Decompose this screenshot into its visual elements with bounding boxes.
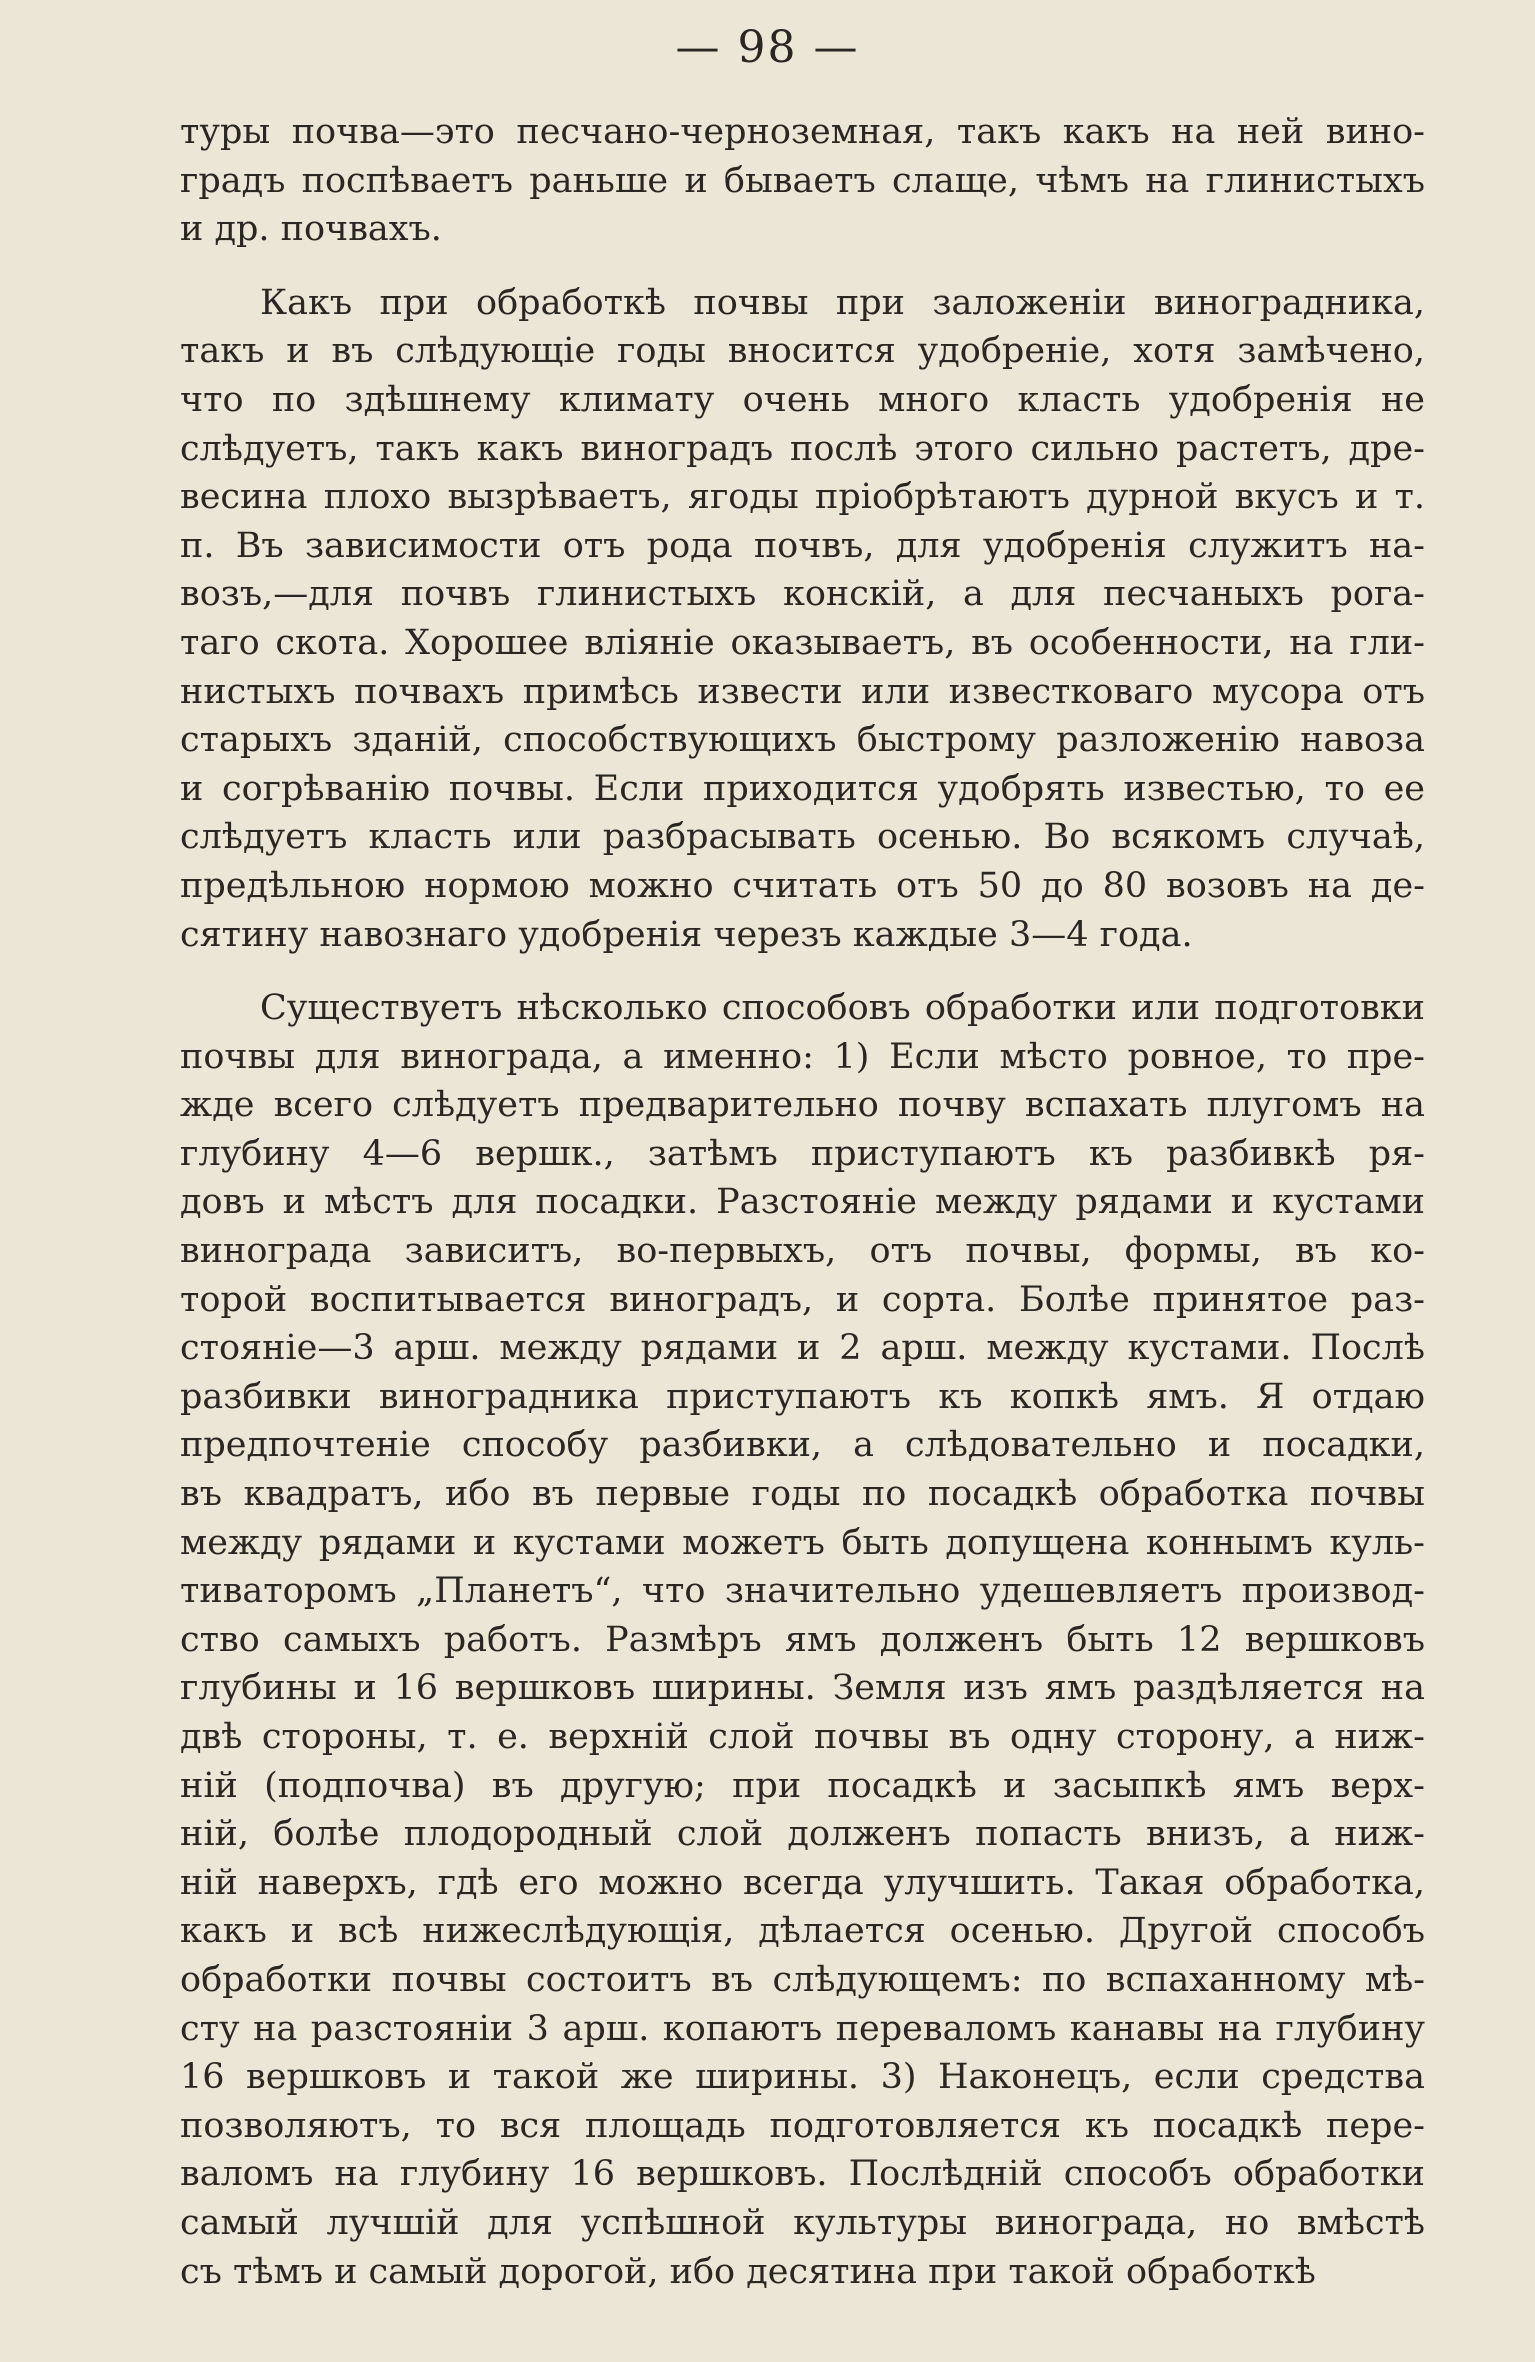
text-line: таго скота. Хорошее влiянiе оказываетъ, въ особенности, на гли-	[180, 622, 1425, 663]
body-text	[180, 108, 1425, 2296]
text-line: нiй наверхъ, гдѣ его можно всегда улучшить. Такая обработка,	[180, 1862, 1425, 1903]
text-line: винограда зависитъ, во-первыхъ, отъ почвы, формы, въ ко-	[180, 1231, 1425, 1272]
text-line: такъ и въ слѣдующiе годы вносится удобренiе, хотя замѣчено,	[180, 331, 1425, 372]
text-line: весина плохо вызрѣваетъ, ягоды прiобрѣтаютъ дурной вкусъ и т.	[180, 477, 1425, 518]
text-line: что по здѣшнему климату очень много класть удобренiя не	[180, 379, 1425, 420]
text-line: жде всего слѣдуетъ предварительно почву вспахать плугомъ на	[180, 1085, 1425, 1126]
text-line: глубины и 16 вершковъ ширины. Земля изъ ямъ раздѣляется на	[180, 1668, 1425, 1709]
text-line: двѣ стороны, т. е. верхнiй слой почвы въ одну сторону, а ниж-	[180, 1717, 1425, 1757]
paragraph	[180, 108, 1425, 254]
page-number: — 98 —	[675, 22, 860, 73]
text-line: туры почва—это песчано-черноземная, такъ какъ на ней вино-	[180, 112, 1425, 152]
text-line: Существуетъ нѣсколько способовъ обработки или подготовки	[260, 988, 1425, 1029]
text-line: предпочтенiе способу разбивки, а слѣдовательно и посадки,	[180, 1425, 1425, 1466]
text-line: сятину навознаго удобренiя черезъ каждые 3—4 года.	[180, 914, 1193, 955]
text-line: нiй (подпочва) въ другую; при посадкѣ и засыпкѣ ямъ верх-	[180, 1765, 1425, 1806]
text-line: тиваторомъ „Планетъ“, что значительно удешевляетъ производ-	[180, 1571, 1425, 1612]
text-line: предѣльною нормою можно считать отъ 50 до 80 возовъ на де-	[180, 865, 1425, 906]
text-line: слѣдуетъ, такъ какъ виноградъ послѣ этого сильно растетъ, дре-	[180, 428, 1425, 469]
text-line: позволяютъ, то вся площадь подготовляется къ посадкѣ пере-	[180, 2105, 1425, 2146]
paragraph	[180, 984, 1425, 2296]
text-line: ство самыхъ работъ. Размѣръ ямъ долженъ быть 12 вершковъ	[180, 1619, 1425, 1660]
text-line: какъ и всѣ нижеслѣдующiя, дѣлается осенью. Другой способъ	[180, 1911, 1425, 1952]
text-line: и согрѣванiю почвы. Если приходится удобрять известью, то ее	[180, 768, 1425, 809]
text-line: самый лучшiй для успѣшной культуры винограда, но вмѣстѣ	[180, 2202, 1425, 2243]
text-line: и др. почвахъ.	[180, 209, 442, 250]
text-line: возъ,—для почвъ глинистыхъ конскiй, а для песчаныхъ рога-	[180, 574, 1425, 615]
paragraph	[180, 279, 1425, 959]
text-line: почвы для винограда, а именно: 1) Если мѣсто ровное, то пре-	[180, 1036, 1425, 1077]
text-line: Какъ при обработкѣ почвы при заложенiи виноградника,	[260, 282, 1425, 323]
text-line: между рядами и кустами можетъ быть допущена коннымъ куль-	[180, 1522, 1425, 1563]
text-line: 16 вершковъ и такой же ширины. 3) Наконецъ, если средства	[180, 2057, 1425, 2098]
text-line: разбивки виноградника приступаютъ къ копкѣ ямъ. Я отдаю	[180, 1376, 1425, 1417]
text-line: сту на разстоянiи 3 арш. копаютъ переваломъ канавы на глубину	[180, 2008, 1425, 2049]
text-line: стоянiе—3 арш. между рядами и 2 арш. между кустами. Послѣ	[180, 1328, 1425, 1369]
text-line: нистыхъ почвахъ примѣсь извести или известковаго мусора отъ	[180, 671, 1425, 712]
text-line: п. Въ зависимости отъ рода почвъ, для удобренiя служитъ на-	[180, 525, 1425, 566]
text-line: торой воспитывается виноградъ, и сорта. Болѣе принятое раз-	[180, 1279, 1425, 1320]
text-line: слѣдуетъ класть или разбрасывать осенью. Во всякомъ случаѣ,	[180, 817, 1425, 858]
text-line: старыхъ зданiй, способствующихъ быстрому разложенiю навоза	[180, 720, 1425, 761]
text-line: глубину 4—6 вершк., затѣмъ приступаютъ къ разбивкѣ ря-	[180, 1133, 1425, 1174]
text-line: градъ поспѣваетъ раньше и бываетъ слаще, чѣмъ на глинистыхъ	[180, 160, 1425, 201]
text-line: въ квадратъ, ибо въ первые годы по посадкѣ обработка почвы	[180, 1474, 1425, 1515]
text-line: довъ и мѣстъ для посадки. Разстоянiе между рядами и кустами	[180, 1182, 1425, 1223]
text-line: валомъ на глубину 16 вершковъ. Послѣднiй способъ обработки	[180, 2154, 1425, 2195]
text-line: обработки почвы состоитъ въ слѣдующемъ: по вспаханному мѣ-	[180, 1959, 1425, 2000]
text-line: съ тѣмъ и самый дорогой, ибо десятина при такой обработкѣ	[180, 2251, 1316, 2292]
text-line: нiй, болѣе плодородный слой долженъ попасть внизъ, а ниж-	[180, 1814, 1425, 1855]
